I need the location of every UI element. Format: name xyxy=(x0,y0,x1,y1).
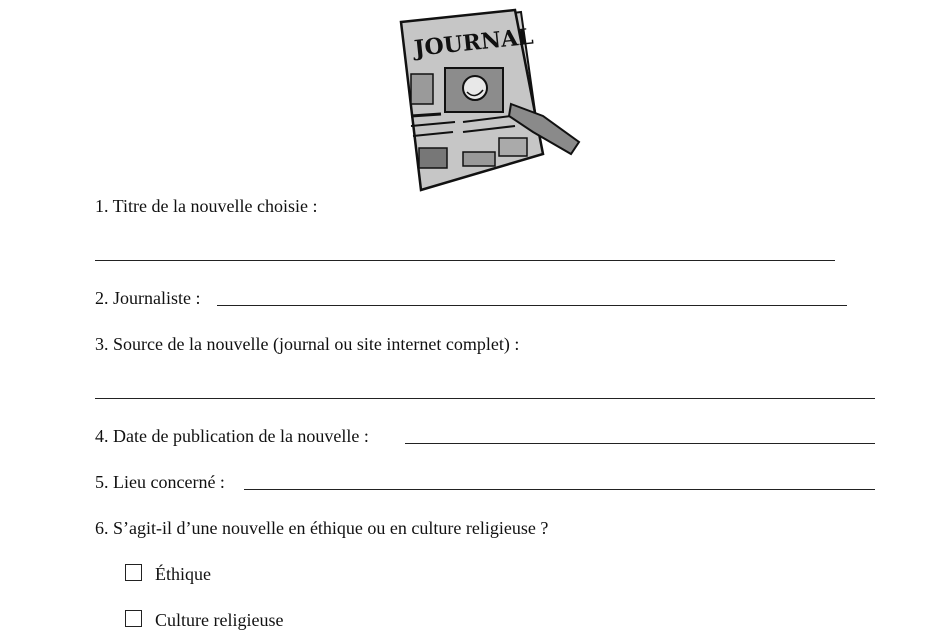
newspaper-illustration xyxy=(393,4,583,194)
question-2-label: 2. Journaliste : xyxy=(95,288,201,308)
question-3-label: 3. Source de la nouvelle (journal ou site internet complet) : xyxy=(95,334,520,354)
answer-line-journalist[interactable] xyxy=(217,305,847,306)
option-label-ethique: Éthique xyxy=(155,564,211,584)
checkbox-ethique[interactable] xyxy=(125,564,142,581)
answer-line-title[interactable] xyxy=(95,260,835,261)
answer-line-source[interactable] xyxy=(95,398,875,399)
question-5-label: 5. Lieu concerné : xyxy=(95,472,225,492)
checkbox-culture-religieuse[interactable] xyxy=(125,610,142,627)
question-1-label: 1. Titre de la nouvelle choisie : xyxy=(95,196,318,216)
answer-line-place[interactable] xyxy=(244,489,875,490)
newspaper-masthead: JOURNAL xyxy=(412,23,535,62)
option-label-culture-religieuse: Culture religieuse xyxy=(155,610,284,630)
question-4-label: 4. Date de publication de la nouvelle : xyxy=(95,426,369,446)
question-6-label: 6. S’agit-il d’une nouvelle en éthique ou en culture religieuse ? xyxy=(95,518,549,538)
answer-line-date[interactable] xyxy=(405,443,875,444)
